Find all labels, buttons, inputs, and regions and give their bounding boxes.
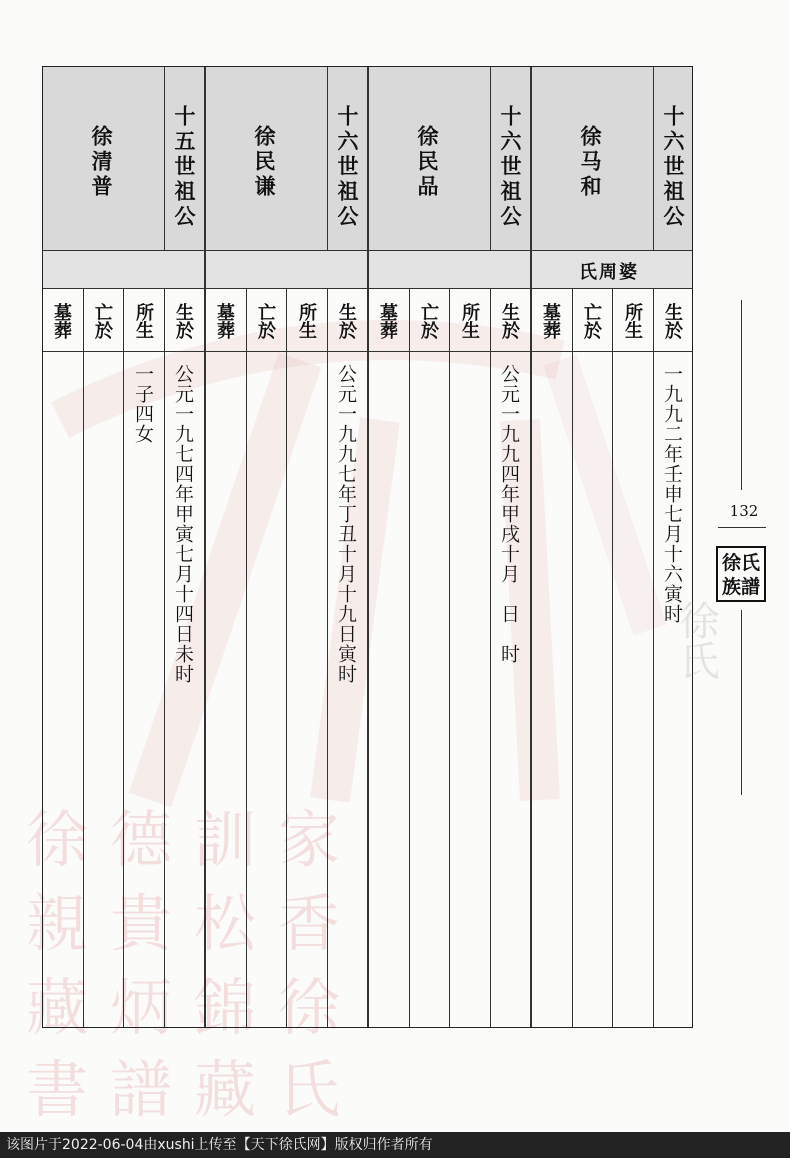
seal-char: 訓 — [193, 803, 256, 876]
person-name: 徐马和 — [578, 125, 602, 200]
side-watermark: 徐氏 — [673, 600, 719, 680]
label-died: 亡於 — [255, 303, 276, 339]
label-buried: 墓葬 — [214, 303, 235, 339]
generation-title: 十五世祖公 — [172, 105, 196, 230]
seal-char: 家 — [277, 803, 340, 876]
label-children: 所生 — [459, 303, 480, 339]
born-value: 公元一九九四年甲戌十月 日 时 — [498, 364, 520, 664]
seal-char: 徐 — [277, 971, 340, 1044]
page-number: 132 — [729, 502, 759, 520]
label-born: 生於 — [336, 303, 357, 339]
seal-char: 譜 — [109, 1053, 172, 1126]
margin-rule-top — [741, 300, 742, 490]
label-born: 生於 — [499, 303, 520, 339]
born-value: 一九九二年壬申七月十六寅时 — [661, 364, 683, 624]
spouse-name: 氏周婆 — [579, 262, 639, 283]
seal-char: 松 — [193, 887, 256, 960]
generation-title: 十六世祖公 — [661, 105, 685, 230]
seal-char: 親 — [25, 887, 88, 960]
seal-char: 書 — [25, 1053, 88, 1126]
genealogy-table — [42, 66, 693, 1028]
generation-title: 十六世祖公 — [498, 105, 522, 230]
generation-title: 十六世祖公 — [335, 105, 359, 230]
label-died: 亡於 — [92, 303, 113, 339]
label-buried: 墓葬 — [540, 303, 561, 339]
seal-char: 氏 — [277, 1053, 340, 1126]
born-value: 公元一九七四年甲寅七月十四日未时 — [172, 364, 194, 684]
label-children: 所生 — [296, 303, 317, 339]
seal-char: 錦 — [193, 971, 256, 1044]
page-number-underline — [718, 527, 766, 528]
label-buried: 墓葬 — [51, 303, 72, 339]
seal-char: 炳 — [109, 971, 172, 1044]
children-value: 一子四女 — [132, 364, 154, 444]
seal-char: 藏 — [193, 1053, 256, 1126]
seal-char: 藏 — [25, 971, 88, 1044]
label-died: 亡於 — [418, 303, 439, 339]
label-buried: 墓葬 — [377, 303, 398, 339]
seal-char: 徐 — [25, 803, 88, 876]
seal-char: 香 — [277, 887, 340, 960]
margin-rule-bottom — [741, 610, 742, 795]
person-name: 徐民谦 — [252, 125, 276, 200]
seal-char: 貴 — [109, 887, 172, 960]
label-born: 生於 — [662, 303, 683, 339]
book-logo: 徐氏族譜 — [716, 546, 766, 602]
label-born: 生於 — [173, 303, 194, 339]
seal-char: 德 — [109, 803, 172, 876]
label-children: 所生 — [622, 303, 643, 339]
born-value: 公元一九九七年丁丑十月十九日寅时 — [335, 364, 357, 684]
label-died: 亡於 — [581, 303, 602, 339]
upload-footer: 该图片于2022-06-04由xushi上传至【天下徐氏网】版权归作者所有 — [0, 1132, 790, 1158]
person-name: 徐民品 — [415, 125, 439, 200]
label-children: 所生 — [133, 303, 154, 339]
person-name: 徐清普 — [89, 125, 113, 200]
